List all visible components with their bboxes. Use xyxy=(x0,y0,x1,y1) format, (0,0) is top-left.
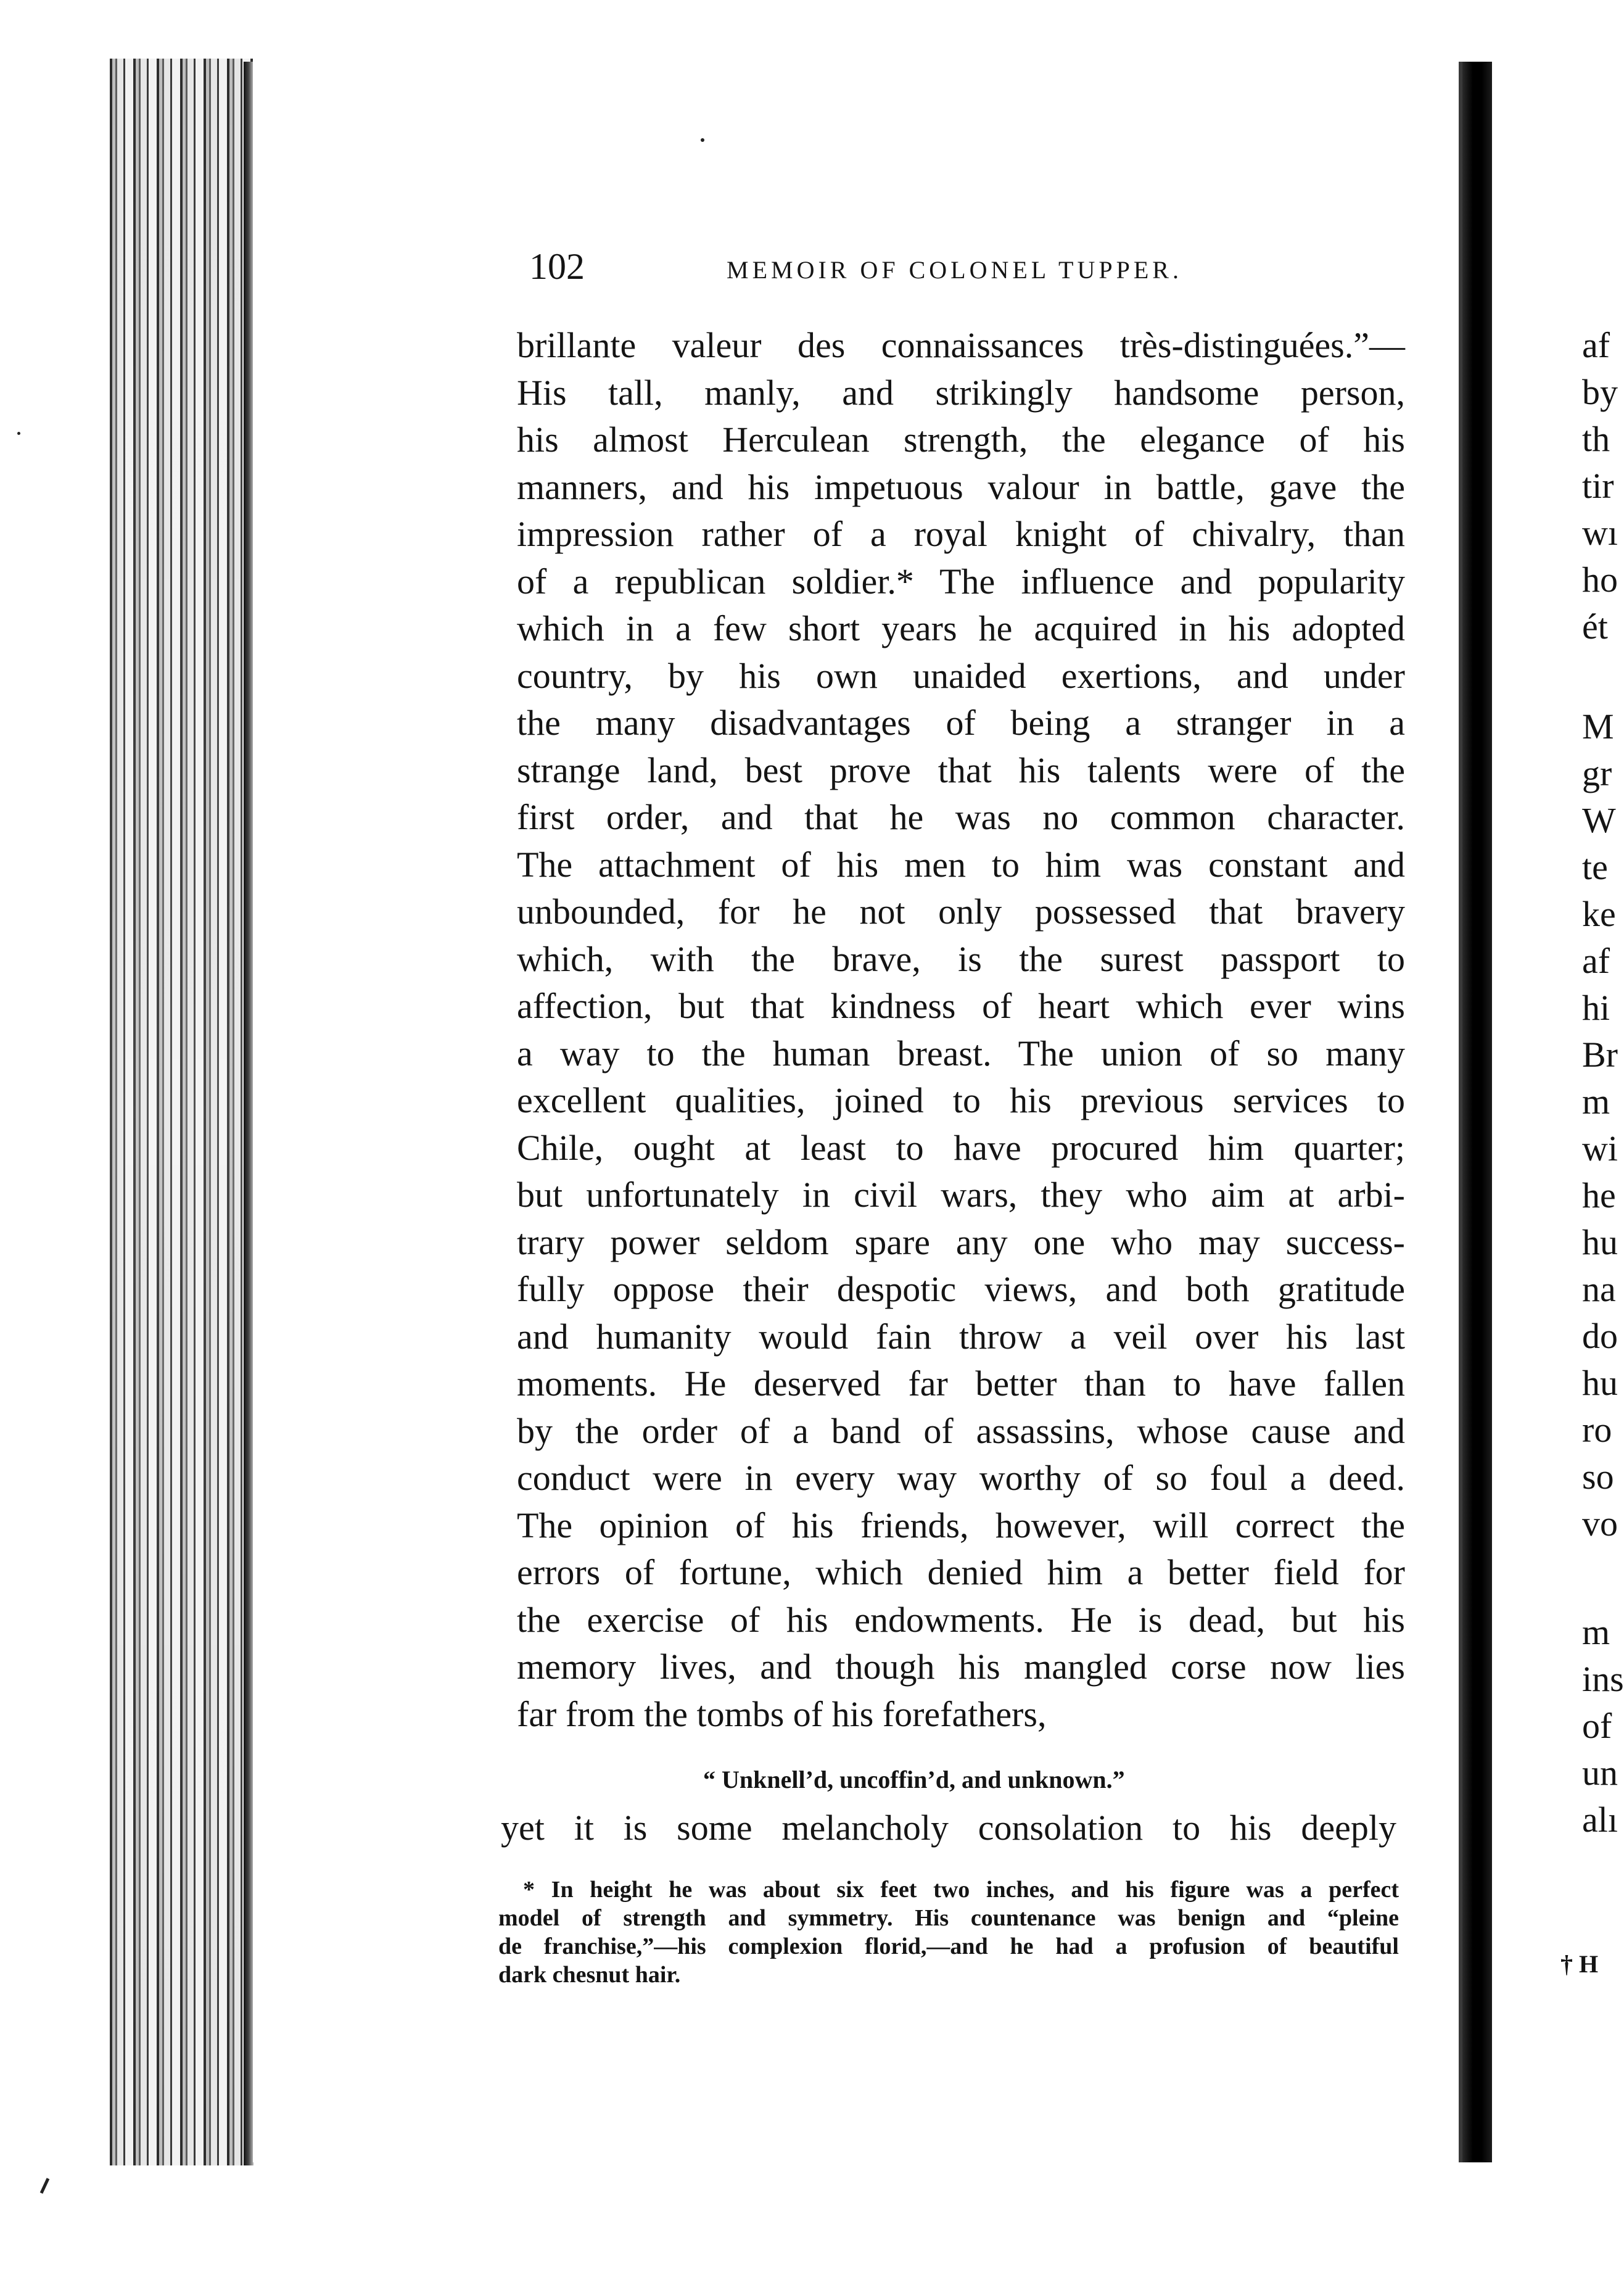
fragment-line: un xyxy=(1582,1753,1618,1793)
text-line: and humanity would fain throw a veil over his last xyxy=(517,1316,1405,1357)
text-line: unbounded, for he not only possessed that bravery xyxy=(517,891,1405,932)
fragment-line: do xyxy=(1582,1316,1618,1356)
scan-speck xyxy=(701,138,704,142)
fragment-line: Br xyxy=(1582,1035,1618,1075)
text-line: the many disadvantages of being a stranger in a xyxy=(517,703,1405,743)
text-line: The attachment of his men to him was constant and xyxy=(517,844,1405,885)
text-line: his almost Herculean strength, the elegance of his xyxy=(517,420,1405,460)
text-line: a way to the human breast. The union of so many xyxy=(517,1033,1405,1073)
text-line: His tall, manly, and strikingly handsome person, xyxy=(517,372,1405,413)
footnote xyxy=(498,1875,1399,1989)
text-line: brillante valeur des connaissances très-distinguées.”— xyxy=(517,325,1405,365)
text-line: of a republican soldier.* The influence and popularity xyxy=(517,561,1405,602)
book-gutter xyxy=(1462,62,1492,2162)
fragment-line: m xyxy=(1582,1612,1610,1652)
scan-speck xyxy=(40,2178,50,2194)
fragment-line: ins xyxy=(1582,1659,1624,1699)
text-line: first order, and that he was no common character. xyxy=(517,797,1405,837)
fragment-line: tir xyxy=(1582,466,1614,506)
text-line: country, by his own unaided exertions, and under xyxy=(517,655,1405,696)
fragment-line: hi xyxy=(1582,988,1610,1028)
fragment-line: by xyxy=(1582,372,1618,412)
text-line: excellent qualities, joined to his previous services to xyxy=(517,1080,1405,1120)
fragment-line: te xyxy=(1582,847,1608,887)
fragment-line: na xyxy=(1582,1269,1616,1309)
text-line: the exercise of his endowments. He is dead, but his xyxy=(517,1599,1405,1640)
text-line: moments. He deserved far better than to have fallen xyxy=(517,1363,1405,1404)
right-page-fragments xyxy=(1582,703,1618,1547)
text-line: affection, but that kindness of heart which ever wins xyxy=(517,986,1405,1026)
body-text xyxy=(517,322,1405,1738)
page-edge-shadow xyxy=(244,62,253,2165)
fragment-line: he xyxy=(1582,1175,1616,1215)
footnote-line: * In height he was about six feet two inches, and his figure was a perfect xyxy=(523,1877,1399,1903)
scan-speck xyxy=(17,432,20,435)
fragment-line: ét xyxy=(1582,606,1608,647)
fragment-line: gr xyxy=(1582,753,1612,793)
text-line: far from the tombs of his forefathers, xyxy=(517,1693,1047,1734)
footnote-line: dark chesnut hair. xyxy=(498,1962,681,1988)
block-quote: “ Unknell’d, uncoffin’d, and unknown.” xyxy=(703,1766,1125,1793)
text-line: which, with the brave, is the surest passport to xyxy=(517,938,1405,979)
text-line: memory lives, and though his mangled corse now lies xyxy=(517,1647,1405,1687)
text-line: errors of fortune, which denied him a better field for xyxy=(517,1552,1405,1592)
fragment-line: ro xyxy=(1582,1410,1612,1450)
right-page-footnote-fragment: † H xyxy=(1560,1950,1599,1978)
book-page-edges xyxy=(110,59,253,2165)
footnote-line: de franchise,”—his complexion florid,—and he had a profusion of beautiful xyxy=(498,1933,1399,1959)
text-line: manners, and his impetuous valour in battle, gave the xyxy=(517,466,1405,507)
text-line: trary power seldom spare any one who may success- xyxy=(517,1222,1405,1262)
text-line: Chile, ought at least to have procured him quarter; xyxy=(517,1127,1405,1168)
fragment-line: W xyxy=(1582,800,1616,840)
text-line: fully oppose their despotic views, and both gratitude xyxy=(517,1269,1405,1309)
footnote-line: model of strength and symmetry. His countenance was benign and “pleine xyxy=(498,1905,1399,1931)
text-line: yet it is some melancholy consolation to his deeply xyxy=(501,1808,1396,1848)
text-line: but unfortunately in civil wars, they who aim at arbi- xyxy=(517,1175,1405,1215)
fragment-line: hu xyxy=(1582,1363,1618,1403)
fragment-line: th xyxy=(1582,419,1610,459)
running-head: MEMOIR OF COLONEL TUPPER. xyxy=(727,256,1182,284)
fragment-line: ke xyxy=(1582,894,1616,934)
fragment-line: af xyxy=(1582,325,1610,365)
fragment-line: af xyxy=(1582,941,1610,981)
text-line: by the order of a band of assassins, whose cause and xyxy=(517,1410,1405,1451)
text-line: impression rather of a royal knight of chivalry, than xyxy=(517,514,1405,554)
right-page-fragments xyxy=(1582,1609,1624,1843)
text-line: strange land, best prove that his talents were of the xyxy=(517,750,1405,790)
fragment-line: alı xyxy=(1582,1800,1618,1840)
fragment-line: wi xyxy=(1582,1128,1618,1168)
fragment-line: wı xyxy=(1582,513,1618,553)
fragment-line: vo xyxy=(1582,1503,1618,1544)
fragment-line: hu xyxy=(1582,1222,1618,1262)
text-line: conduct were in every way worthy of so foul a deed. xyxy=(517,1458,1405,1498)
text-line: The opinion of his friends, however, will correct the xyxy=(517,1505,1405,1545)
page-number: 102 xyxy=(529,246,585,287)
fragment-line: of xyxy=(1582,1706,1612,1746)
page-header xyxy=(529,242,1276,291)
fragment-line: m xyxy=(1582,1081,1610,1122)
text-line: which in a few short years he acquired in his adopted xyxy=(517,608,1405,648)
right-page-fragments xyxy=(1582,322,1618,650)
fragment-line: M xyxy=(1582,706,1614,746)
fragment-line: so xyxy=(1582,1457,1614,1497)
fragment-line: ho xyxy=(1582,560,1618,600)
